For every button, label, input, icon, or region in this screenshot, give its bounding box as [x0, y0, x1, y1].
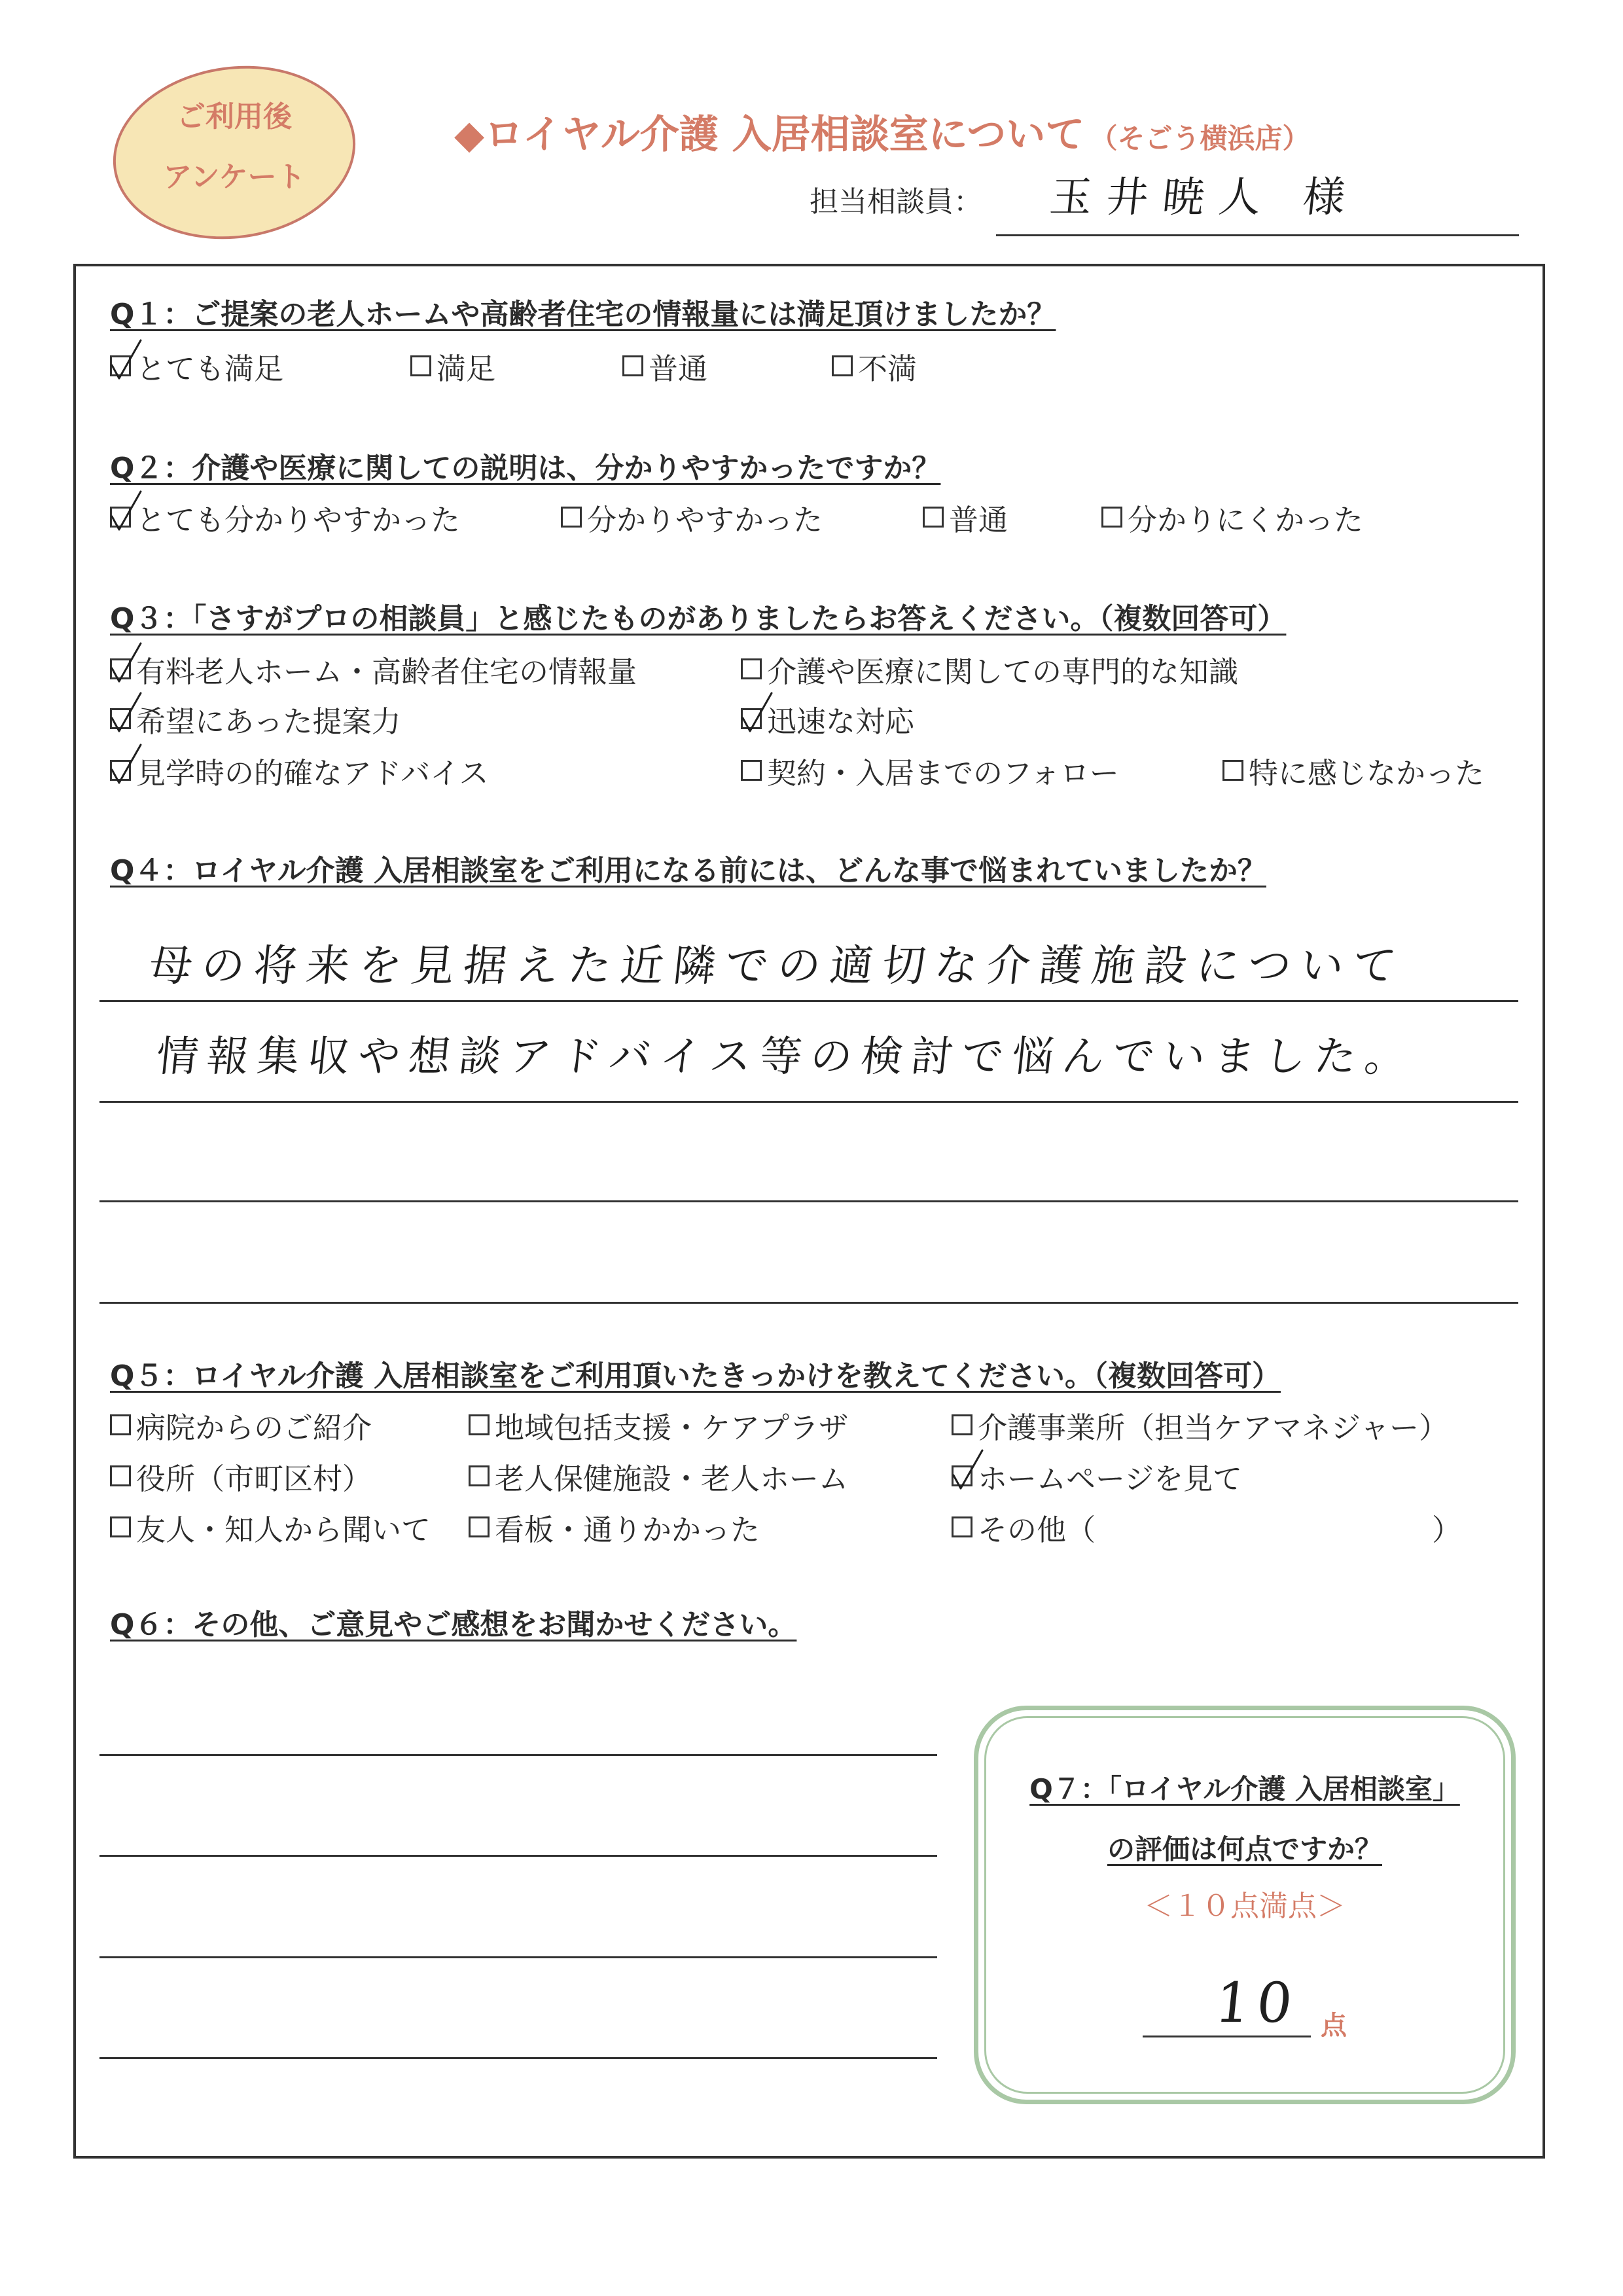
q4-answer-line-1: 母の将来を見据えた近隣での適切な介護施設について [147, 941, 1408, 991]
q5-option-hospital[interactable] [110, 1407, 372, 1443]
q3-option-none[interactable] [1222, 752, 1484, 789]
option-label: 老人保健施設・老人ホーム [495, 1461, 849, 1496]
consultant-underline [996, 234, 1519, 236]
option-label: 分かりやすかった [587, 502, 823, 537]
option-label: 特に感じなかった [1249, 755, 1485, 791]
checkbox[interactable] [469, 1414, 490, 1435]
option-label: その他（ [978, 1512, 1096, 1547]
q4-answer-rule [99, 1200, 1518, 1202]
checkbox[interactable] [741, 760, 762, 781]
q5-option-signboard[interactable] [469, 1509, 760, 1545]
checkbox[interactable] [469, 1516, 490, 1537]
q5-question: Q５：ロイヤル介護 入居相談室をご利用頂いたきっかけを教えてください。（複数回答可） [110, 1359, 1281, 1393]
option-label: 介護や医療に関しての専門的な知識 [767, 654, 1239, 689]
option-label: とても分かりやすかった [136, 502, 461, 537]
option-label: 友人・知人から聞いて [136, 1512, 431, 1547]
q7-score[interactable]: 10 [1212, 1971, 1302, 2035]
q3-option-quick-response[interactable] [741, 700, 914, 737]
checkbox[interactable] [110, 507, 131, 528]
option-label: 役所（市町区村） [136, 1461, 372, 1496]
q2-question: Q２：介護や医療に関しての説明は、分かりやすかったですか？ [110, 452, 941, 485]
q3-question: Q３：「さすがプロの相談員」と感じたものがありましたらお答えください。（複数回答可） [110, 602, 1287, 636]
checkbox[interactable] [410, 355, 431, 376]
q4-answer-rule [99, 1302, 1518, 1304]
q6-answer-rule [99, 1956, 937, 1958]
checkbox[interactable] [469, 1465, 490, 1486]
checkbox[interactable] [741, 708, 762, 729]
q5-option-homepage[interactable] [952, 1458, 1242, 1494]
q2-option-normal[interactable] [923, 499, 1008, 535]
option-label: 介護事業所（担当ケアマネジャー） [978, 1410, 1449, 1445]
q1-option-dissatisfied[interactable] [832, 348, 917, 384]
option-label: 見学時の的確なアドバイス [136, 755, 489, 791]
checkbox[interactable] [622, 355, 643, 376]
checkbox[interactable] [741, 658, 762, 679]
q2-option-very-clear[interactable] [110, 499, 460, 535]
option-label: 満足 [437, 351, 496, 386]
checkbox[interactable] [1222, 760, 1243, 781]
q7-question-text-1: Q７：「ロイヤル介護 入居相談室」 [1029, 1773, 1460, 1805]
checkbox[interactable] [952, 1516, 972, 1537]
q1-option-satisfied[interactable] [410, 348, 495, 384]
q5-option-community-support[interactable] [469, 1407, 848, 1443]
option-label: 普通 [949, 502, 1008, 537]
q7-question-line-2 [974, 1831, 1516, 1868]
checkbox[interactable] [110, 1414, 131, 1435]
q4-answer-line-2: 情報集収や想談アドバイス等の検討で悩んでいました。 [154, 1033, 1418, 1081]
checkbox[interactable] [110, 1465, 131, 1486]
option-label: 看板・通りかかった [495, 1512, 760, 1547]
badge-line-1: ご利用後 [177, 100, 292, 134]
checkbox[interactable] [923, 507, 944, 528]
checkbox[interactable] [1101, 507, 1122, 528]
checkbox[interactable] [110, 708, 131, 729]
option-label: 迅速な対応 [767, 704, 915, 739]
q5-option-nursing-facility[interactable] [469, 1458, 848, 1494]
page-title [454, 110, 1310, 170]
q2-option-unclear[interactable] [1101, 499, 1363, 535]
option-label: 希望にあった提案力 [136, 704, 401, 739]
badge-line-2: アンケート [163, 160, 306, 194]
q6-question: Q６：その他、ご意見やご感想をお聞かせください。 [110, 1608, 797, 1641]
q5-option-municipal-office[interactable] [110, 1458, 372, 1494]
option-label: とても満足 [136, 351, 284, 386]
q5-option-care-office[interactable] [952, 1407, 1448, 1443]
checkbox[interactable] [110, 355, 131, 376]
q3-option-expert-knowledge[interactable] [741, 651, 1238, 687]
q2-option-clear[interactable] [561, 499, 823, 535]
q1-option-very-satisfied[interactable] [110, 348, 283, 384]
option-label: 契約・入居までのフォロー [767, 755, 1119, 791]
consultant-name: 玉井暁人 様 [1047, 173, 1362, 222]
checkbox[interactable] [561, 507, 582, 528]
title-store: （そごう横浜店） [1090, 122, 1310, 154]
option-label: 有料老人ホーム・高齢者住宅の情報量 [136, 654, 637, 689]
option-label: 分かりにくかった [1128, 502, 1364, 537]
q3-option-follow-up[interactable] [741, 752, 1119, 789]
q7-score-unit: 点 [1321, 2011, 1347, 2041]
survey-badge [102, 50, 367, 254]
consultant-label: 担当相談員： [810, 185, 982, 219]
checkbox[interactable] [110, 1516, 131, 1537]
q1-option-normal[interactable] [622, 348, 707, 384]
q1-question: Q１：ご提案の老人ホームや高齢者住宅の情報量には満足頂けましたか？ [110, 298, 1056, 331]
q4-answer-rule [99, 1000, 1518, 1002]
option-label: ホームページを見て [978, 1461, 1243, 1496]
checkbox[interactable] [952, 1414, 972, 1435]
option-label: 地域包括支援・ケアプラザ [495, 1410, 849, 1445]
q7-scale: ＜１０点満点＞ [1144, 1890, 1346, 1923]
q4-answer-rule [99, 1101, 1518, 1103]
q3-option-proposal[interactable] [110, 700, 401, 737]
q6-answer-rule [99, 1855, 937, 1857]
q5-option-friend[interactable] [110, 1509, 431, 1545]
q6-answer-rule [99, 1754, 937, 1756]
q3-option-info-volume[interactable] [110, 651, 637, 687]
option-label: 病院からのご紹介 [136, 1410, 372, 1445]
title-main: ◆ロイヤル介護 入居相談室について [454, 112, 1085, 158]
checkbox[interactable] [952, 1465, 972, 1486]
q4-question: Q４：ロイヤル介護 入居相談室をご利用になる前には、どんな事で悩まれていましたか？ [110, 854, 1266, 888]
checkbox[interactable] [110, 760, 131, 781]
q7-score-underline [1143, 2036, 1311, 2037]
q5-option-other[interactable] [952, 1509, 1096, 1545]
q7-question-text-2: の評価は何点ですか？ [1107, 1833, 1382, 1865]
q6-answer-rule [99, 2057, 937, 2059]
option-label: 不満 [858, 351, 918, 386]
checkbox[interactable] [832, 355, 853, 376]
option-label: 普通 [649, 351, 708, 386]
q5-other-close-paren: ） [1432, 1512, 1462, 1547]
checkbox[interactable] [110, 658, 131, 679]
q7-question-line-1 [974, 1771, 1516, 1808]
q3-option-tour-advice[interactable] [110, 752, 489, 789]
